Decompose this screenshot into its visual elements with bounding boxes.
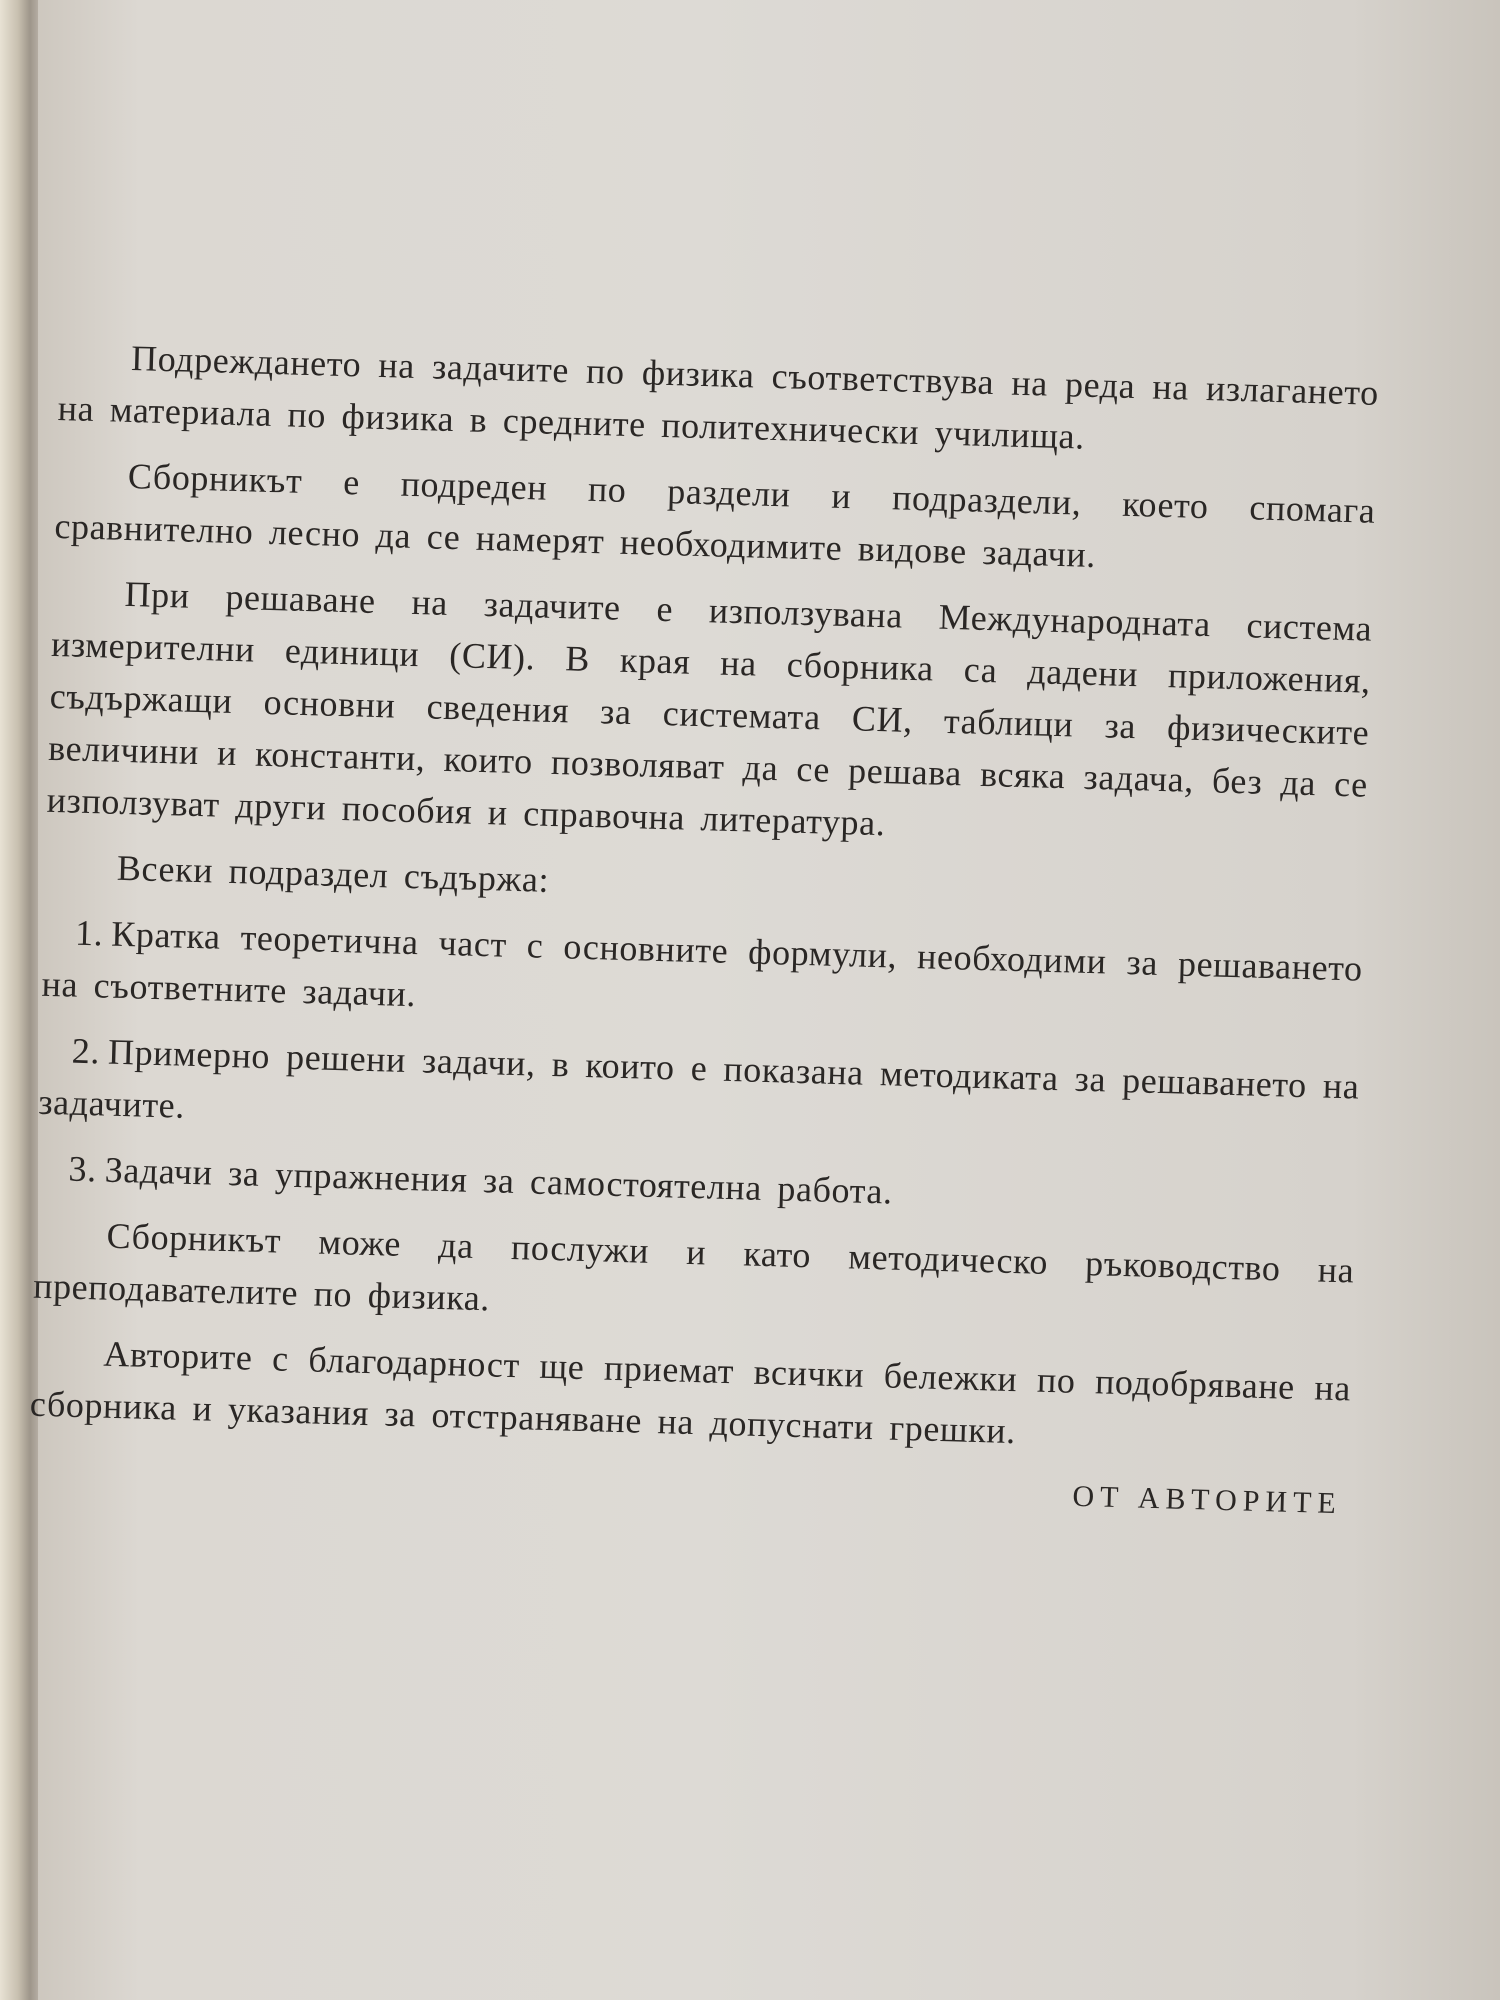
list-number: 1. bbox=[74, 912, 104, 954]
paragraph-feedback: Авторите с благодарност ще приемат всички бележки по подобряване на сборника и указания за отстраняване на допуснати грешки. bbox=[29, 1333, 1352, 1452]
paragraph-contents-intro: Всеки подраздел съдържа: bbox=[116, 847, 550, 900]
signature: ОТ АВТОРИТЕ bbox=[1071, 1479, 1343, 1521]
paragraph-order: Подреждането на задачите по физика съответствува на реда на излагането на материала по физика в средните политехнически училища. bbox=[57, 338, 1380, 457]
list-text: Задачи за упражнения за самостоятелна работа. bbox=[104, 1149, 894, 1212]
list-number: 2. bbox=[71, 1030, 101, 1072]
list-text: Примерно решени задачи, в които е показана методиката за решаването на задачите. bbox=[37, 1031, 1360, 1126]
paragraph-structure: Сборникът е подреден по раздели и подраздели, което спомага сравнително лесно да се намерят необходимите видове задачи. bbox=[53, 455, 1377, 576]
book-binding bbox=[0, 0, 38, 2000]
paragraph-si-units: При решаване на задачите е използувана Международната система измерителни единици (СИ). В края на сборника са дадени приложения, съдържащи основни сведения за системата СИ, таблици за физическите величини и константи, които позволяват да се решава всяка задача, без да се използуват други пособия и справочна литература. bbox=[46, 573, 1373, 844]
preface-text bbox=[28, 330, 1380, 1528]
list-item bbox=[38, 1024, 1360, 1165]
list-text: Кратка теоретична част с основните формули, необходими за решаването на съответните задачи. bbox=[41, 913, 1364, 1015]
list-item bbox=[41, 906, 1363, 1047]
paragraph-teachers: Сборникът може да послужи и като методическо ръководство на преподавателите по физика. bbox=[32, 1215, 1355, 1319]
list-number: 3. bbox=[68, 1148, 98, 1190]
